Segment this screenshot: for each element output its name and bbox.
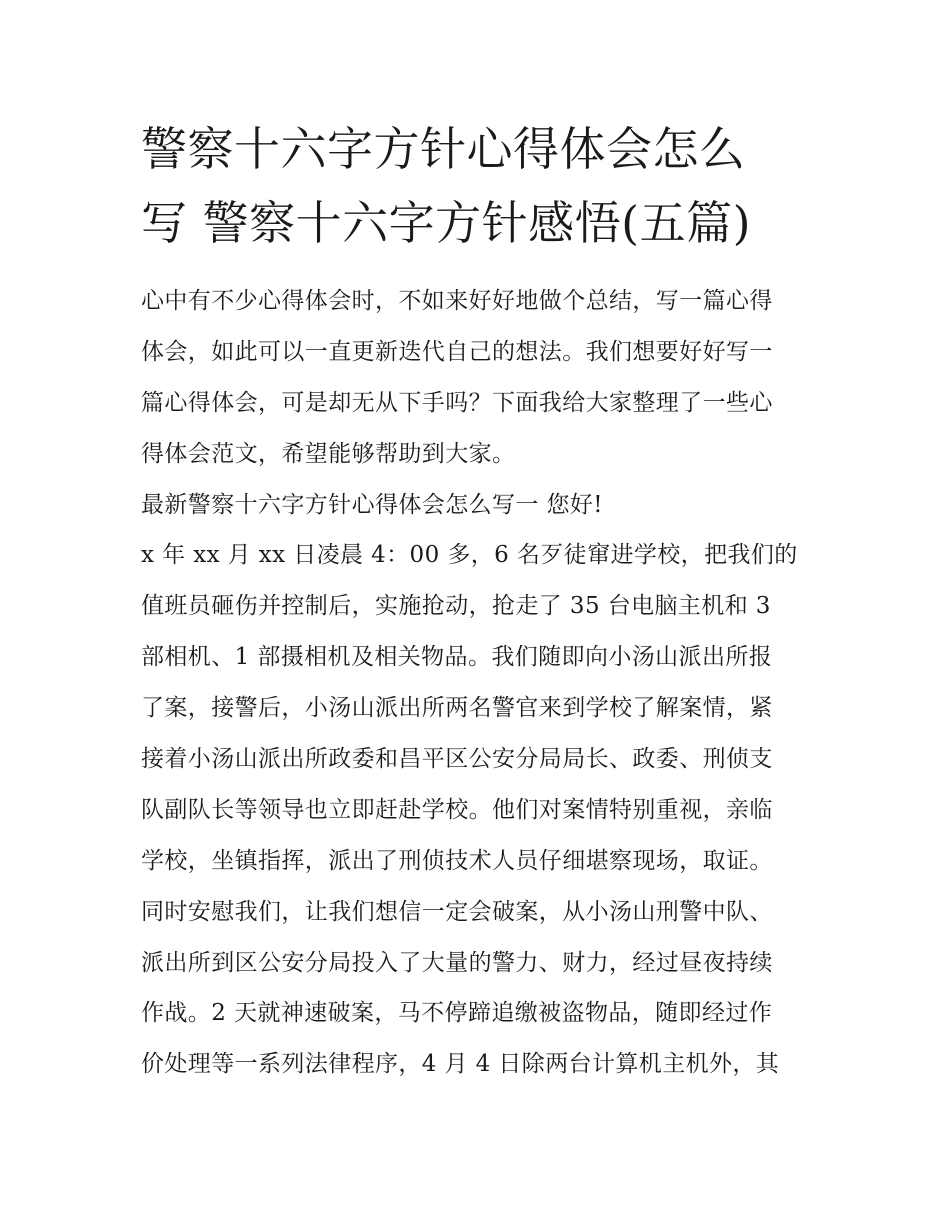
body-line: 值班员砸伤并控制后，实施抢动，抢走了 35 台电脑主机和 3: [141, 593, 771, 620]
body-line: 学校，坐镇指挥，派出了刑侦技术人员仔细堪察现场，取证。: [141, 847, 773, 874]
body-line: 得体会范文，希望能够帮助到大家。: [141, 440, 516, 467]
document-body: [141, 276, 821, 1090]
section-heading-line: 最新警察十六字方针心得体会怎么写一 您好!: [141, 491, 603, 518]
body-line: 价处理等一系列法律程序，4 月 4 日除两台计算机主机外，其: [141, 1051, 780, 1078]
title-line-2: 写 警察十六字方针感悟(五篇): [141, 196, 752, 250]
document-title: [141, 112, 821, 260]
body-line: 队副队长等领导也立即赶赴学校。他们对案情特别重视，亲临: [141, 796, 773, 823]
body-line: 体会，如此可以一直更新迭代自己的想法。我们想要好好写一: [141, 338, 773, 365]
title-line-1: 警察十六字方针心得体会怎么: [141, 122, 746, 176]
body-line: 心中有不少心得体会时，不如来好好地做个总结，写一篇心得: [141, 288, 773, 314]
body-line: 同时安慰我们，让我们想信一定会破案，从小汤山刑警中队、: [141, 898, 773, 925]
body-line: 了案，接警后，小汤山派出所两名警官来到学校了解案情，紧: [141, 695, 773, 722]
body-line: 篇心得体会，可是却无从下手吗？下面我给大家整理了一些心: [141, 389, 773, 416]
body-line: 接着小汤山派出所政委和昌平区公安分局局长、政委、刑侦支: [141, 746, 773, 773]
body-line: 派出所到区公安分局投入了大量的警力、财力，经过昼夜持续: [141, 949, 773, 976]
body-line: x 年 xx 月 xx 日凌晨 4：00 多，6 名歹徒窜进学校，把我们的: [141, 542, 798, 569]
body-line: 作战。2 天就神速破案，马不停蹄追缴被盗物品，随即经过作: [141, 1000, 773, 1027]
body-line: 部相机、1 部摄相机及相关物品。我们随即向小汤山派出所报: [141, 644, 773, 671]
